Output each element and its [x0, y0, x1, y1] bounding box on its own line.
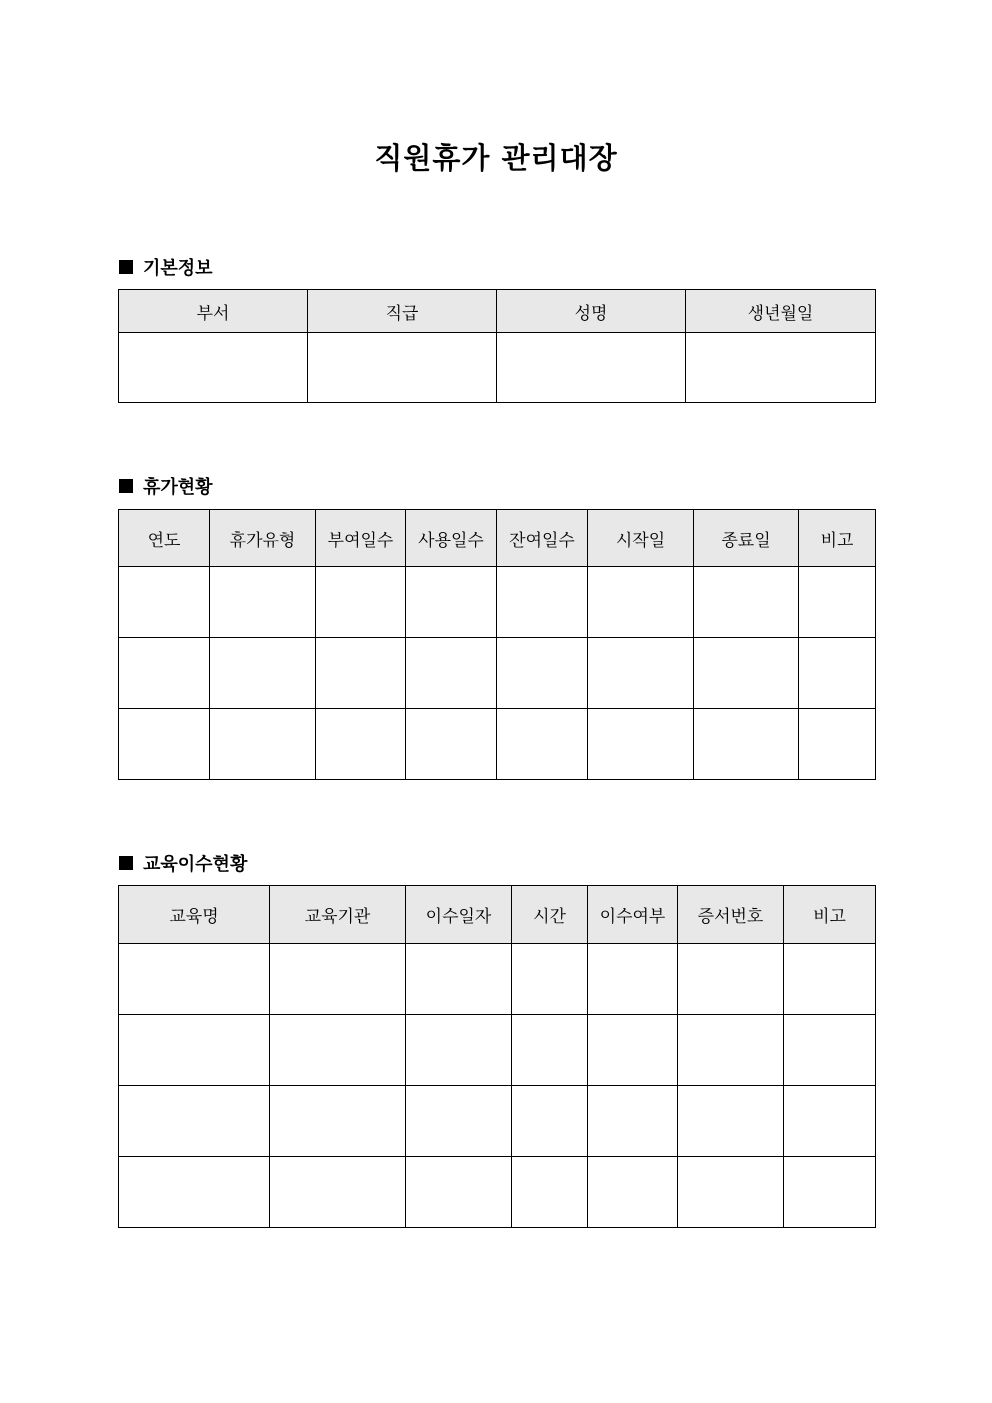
- column-header: 생년월일: [686, 290, 876, 333]
- table-row: [119, 638, 876, 709]
- column-header: 종료일: [694, 510, 799, 567]
- table-cell[interactable]: [210, 709, 316, 780]
- table-cell[interactable]: [119, 1086, 270, 1157]
- section-heading-label: 기본정보: [143, 258, 213, 279]
- section-heading-leave-status: [119, 473, 213, 499]
- table-cell[interactable]: [497, 333, 686, 403]
- column-header: 직급: [308, 290, 497, 333]
- column-header: 시작일: [588, 510, 694, 567]
- table-cell[interactable]: [512, 1086, 588, 1157]
- table-cell[interactable]: [270, 944, 406, 1015]
- training-status-table: [118, 885, 876, 1228]
- table-row: [119, 1015, 876, 1086]
- column-header: 교육명: [119, 886, 270, 944]
- column-header: 연도: [119, 510, 210, 567]
- table-cell[interactable]: [686, 333, 876, 403]
- table-cell[interactable]: [210, 567, 316, 638]
- document-title: 직원휴가 관리대장: [374, 141, 618, 175]
- table-cell[interactable]: [512, 1015, 588, 1086]
- table-header-row: [119, 290, 876, 333]
- table-header-row: [119, 510, 876, 567]
- table-cell[interactable]: [316, 638, 406, 709]
- table-row: [119, 567, 876, 638]
- section-heading-label: 휴가현황: [143, 477, 213, 498]
- column-header: 부서: [119, 290, 308, 333]
- table-cell[interactable]: [497, 567, 588, 638]
- table-cell[interactable]: [588, 1086, 678, 1157]
- table-cell[interactable]: [119, 944, 270, 1015]
- table-cell[interactable]: [588, 944, 678, 1015]
- leave-status-table: [118, 509, 876, 780]
- table-cell[interactable]: [588, 1015, 678, 1086]
- column-header: 부여일수: [316, 510, 406, 567]
- table-cell[interactable]: [678, 944, 784, 1015]
- table-cell[interactable]: [588, 567, 694, 638]
- table-cell[interactable]: [406, 638, 497, 709]
- basic-info-table: [118, 289, 876, 403]
- table-cell[interactable]: [694, 638, 799, 709]
- table-cell[interactable]: [119, 1015, 270, 1086]
- table-row: [119, 709, 876, 780]
- table-cell[interactable]: [119, 567, 210, 638]
- table-cell[interactable]: [497, 709, 588, 780]
- square-bullet-icon: [119, 479, 133, 493]
- table-cell[interactable]: [119, 709, 210, 780]
- square-bullet-icon: [119, 856, 133, 870]
- table-cell[interactable]: [497, 638, 588, 709]
- table-cell[interactable]: [308, 333, 497, 403]
- column-header: 비고: [784, 886, 876, 944]
- table-cell[interactable]: [406, 944, 512, 1015]
- table-cell[interactable]: [784, 1157, 876, 1228]
- table-cell[interactable]: [799, 709, 876, 780]
- column-header: 잔여일수: [497, 510, 588, 567]
- table-header-row: [119, 886, 876, 944]
- table-cell[interactable]: [406, 1015, 512, 1086]
- column-header: 성명: [497, 290, 686, 333]
- square-bullet-icon: [119, 260, 133, 274]
- table-cell[interactable]: [678, 1086, 784, 1157]
- column-header: 사용일수: [406, 510, 497, 567]
- column-header: 교육기관: [270, 886, 406, 944]
- section-heading-basic-info: [119, 254, 213, 280]
- table-cell[interactable]: [119, 638, 210, 709]
- table-cell[interactable]: [588, 638, 694, 709]
- table-cell[interactable]: [694, 709, 799, 780]
- section-heading-training-status: [119, 850, 247, 876]
- table-row: [119, 1086, 876, 1157]
- table-cell[interactable]: [694, 567, 799, 638]
- table-cell[interactable]: [210, 638, 316, 709]
- column-header: 이수일자: [406, 886, 512, 944]
- table-cell[interactable]: [512, 1157, 588, 1228]
- table-cell[interactable]: [784, 944, 876, 1015]
- column-header: 증서번호: [678, 886, 784, 944]
- table-cell[interactable]: [270, 1086, 406, 1157]
- table-cell[interactable]: [588, 1157, 678, 1228]
- table-cell[interactable]: [406, 567, 497, 638]
- table-cell[interactable]: [678, 1015, 784, 1086]
- column-header: 휴가유형: [210, 510, 316, 567]
- table-cell[interactable]: [406, 1086, 512, 1157]
- table-cell[interactable]: [512, 944, 588, 1015]
- table-cell[interactable]: [270, 1015, 406, 1086]
- table-cell[interactable]: [270, 1157, 406, 1228]
- table-cell[interactable]: [119, 333, 308, 403]
- table-cell[interactable]: [406, 1157, 512, 1228]
- column-header: 이수여부: [588, 886, 678, 944]
- table-row: [119, 944, 876, 1015]
- table-cell[interactable]: [588, 709, 694, 780]
- table-cell[interactable]: [784, 1086, 876, 1157]
- section-heading-label: 교육이수현황: [143, 854, 248, 875]
- table-cell[interactable]: [316, 567, 406, 638]
- table-cell[interactable]: [784, 1015, 876, 1086]
- table-cell[interactable]: [799, 638, 876, 709]
- table-cell[interactable]: [799, 567, 876, 638]
- table-cell[interactable]: [316, 709, 406, 780]
- table-cell[interactable]: [406, 709, 497, 780]
- table-row: [119, 333, 876, 403]
- column-header: 비고: [799, 510, 876, 567]
- table-row: [119, 1157, 876, 1228]
- table-cell[interactable]: [119, 1157, 270, 1228]
- table-cell[interactable]: [678, 1157, 784, 1228]
- column-header: 시간: [512, 886, 588, 944]
